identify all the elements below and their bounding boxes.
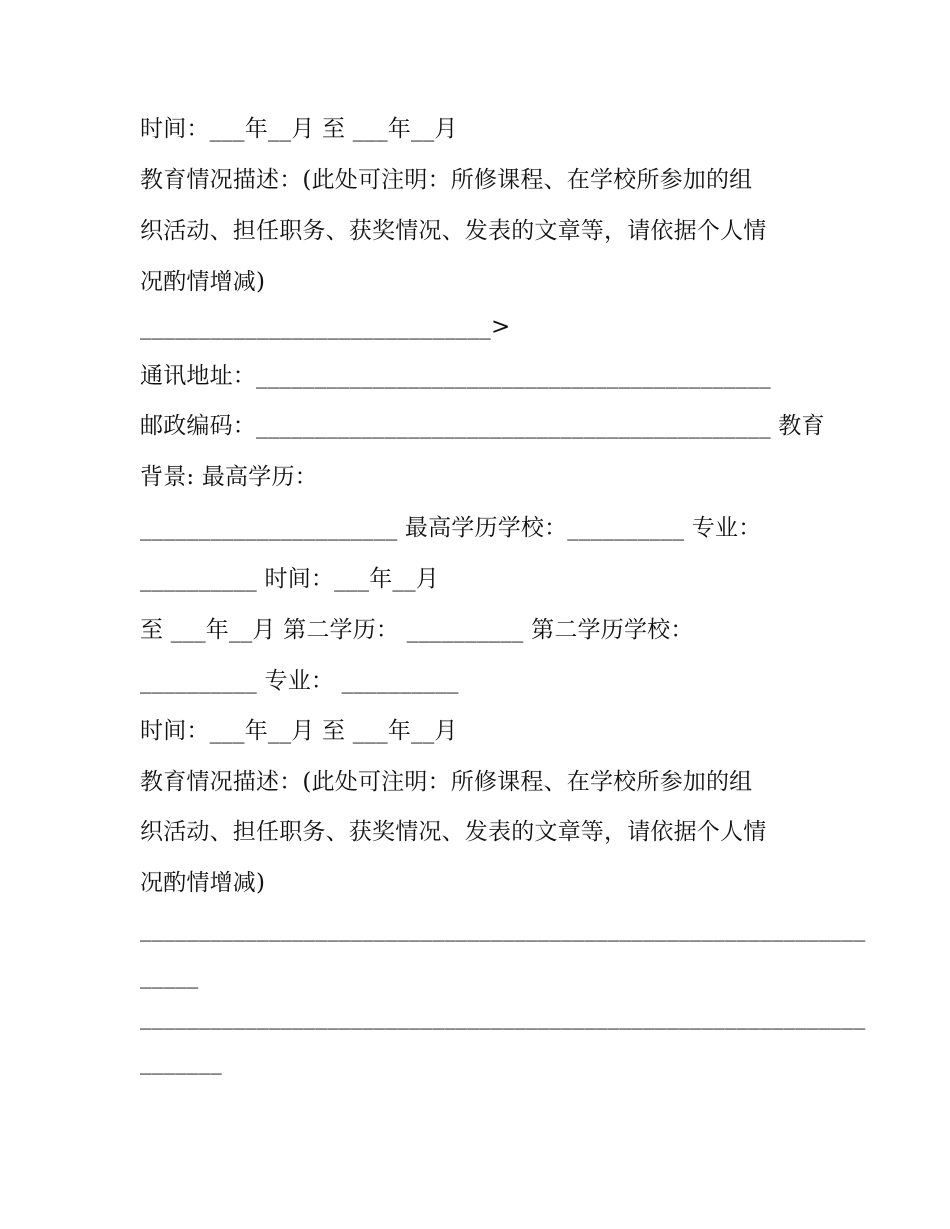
education-description-line-2a: 教育情况描述：(此处可注明：所修课程、在学校所参加的组 — [140, 769, 753, 795]
blank-answer-line-2a: ______________________________________________________________ — [140, 916, 866, 942]
education-description-line-2c: 况酌情增减) — [140, 870, 266, 896]
second-degree-line: 至 ___年__月 第二学历： __________ 第二学历学校： — [140, 617, 694, 643]
education-description-line-2b: 织活动、担任职务、获奖情况、发表的文章等，请依据个人情 — [140, 819, 767, 845]
education-description-line-1b: 织活动、担任职务、获奖情况、发表的文章等，请依据个人情 — [140, 218, 767, 244]
highest-degree-time-line: __________ 时间：___年__月 — [140, 566, 440, 592]
blank-answer-line-1: ______________________________> — [140, 314, 511, 340]
education-description-line-1a: 教育情况描述：(此处可注明：所修课程、在学校所参加的组 — [140, 167, 753, 193]
highest-degree-line: ______________________ 最高学历学校：__________ 专业： — [140, 515, 762, 541]
second-degree-major-line: __________ 专业： __________ — [140, 668, 459, 694]
blank-answer-line-3b: _______ — [140, 1049, 222, 1075]
blank-answer-line-3a: ______________________________________________________________ — [140, 1004, 866, 1030]
postal-code-line: 邮政编码：____________________________________________ 教育 — [140, 413, 825, 439]
time-range-line-2: 时间：___年__月 至 ___年__月 — [140, 718, 458, 744]
time-range-line-1: 时间：___年__月 至 ___年__月 — [140, 116, 458, 142]
mailing-address-line: 通讯地址：____________________________________________ — [140, 363, 771, 389]
blank-answer-line-2b: _____ — [140, 963, 199, 989]
education-background-line: 背景: 最高学历： — [140, 464, 318, 490]
education-description-line-1c: 况酌情增减) — [140, 269, 266, 295]
